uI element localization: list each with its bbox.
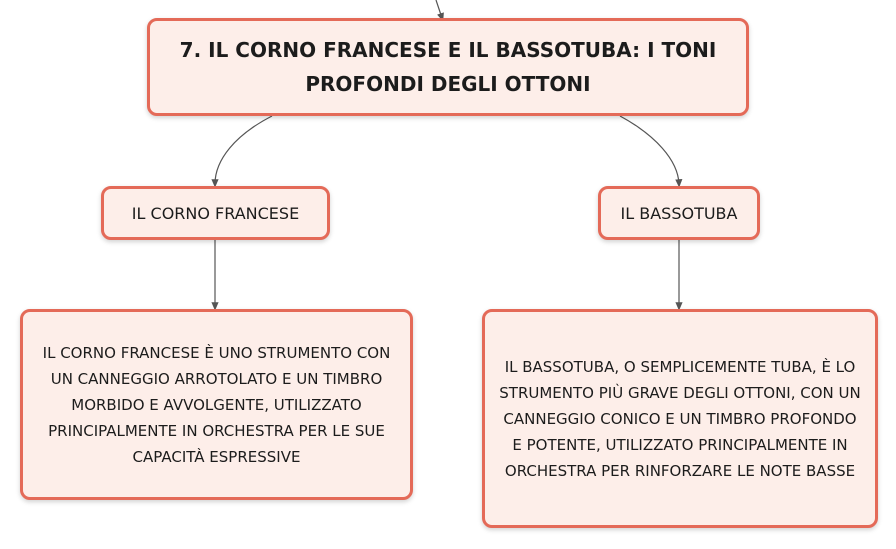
main-topic-label: 7. IL CORNO FRANCESE E IL BASSOTUBA: I TONI PROFONDI DEGLI OTTONI [179, 38, 717, 96]
connector-main-to-corno [215, 116, 272, 184]
bassotuba-description-node[interactable] [482, 309, 878, 528]
bassotuba-node[interactable] [598, 186, 760, 240]
corno-francese-description-text: IL CORNO FRANCESE È UNO STRUMENTO CON UN CANNEGGIO ARROTOLATO E UN TIMBRO MORBIDO E AVVOLGENTE, UTILIZZATO PRINCIPALMENTE IN ORCHESTRA PER LE SUE CAPACITÀ ESPRESSIVE [42, 343, 391, 466]
bassotuba-description-text: IL BASSOTUBA, O SEMPLICEMENTE TUBA, È LO STRUMENTO PIÙ GRAVE DEGLI OTTONI, CON UN CANNEGGIO CONICO E UN TIMBRO PROFONDO E POTENTE, UTILIZZATO PRINCIPALMENTE IN ORCHESTRA PER RINFORZARE LE NOTE BASSE [499, 357, 861, 480]
connector-main-to-bassotuba [620, 116, 679, 184]
connector-parent-to-main [436, 0, 442, 18]
main-topic-node[interactable] [147, 18, 749, 116]
bassotuba-label: IL BASSOTUBA [620, 203, 738, 223]
corno-francese-description-node[interactable] [20, 309, 413, 500]
corno-francese-label: IL CORNO FRANCESE [131, 203, 300, 223]
corno-francese-node[interactable] [101, 186, 330, 240]
